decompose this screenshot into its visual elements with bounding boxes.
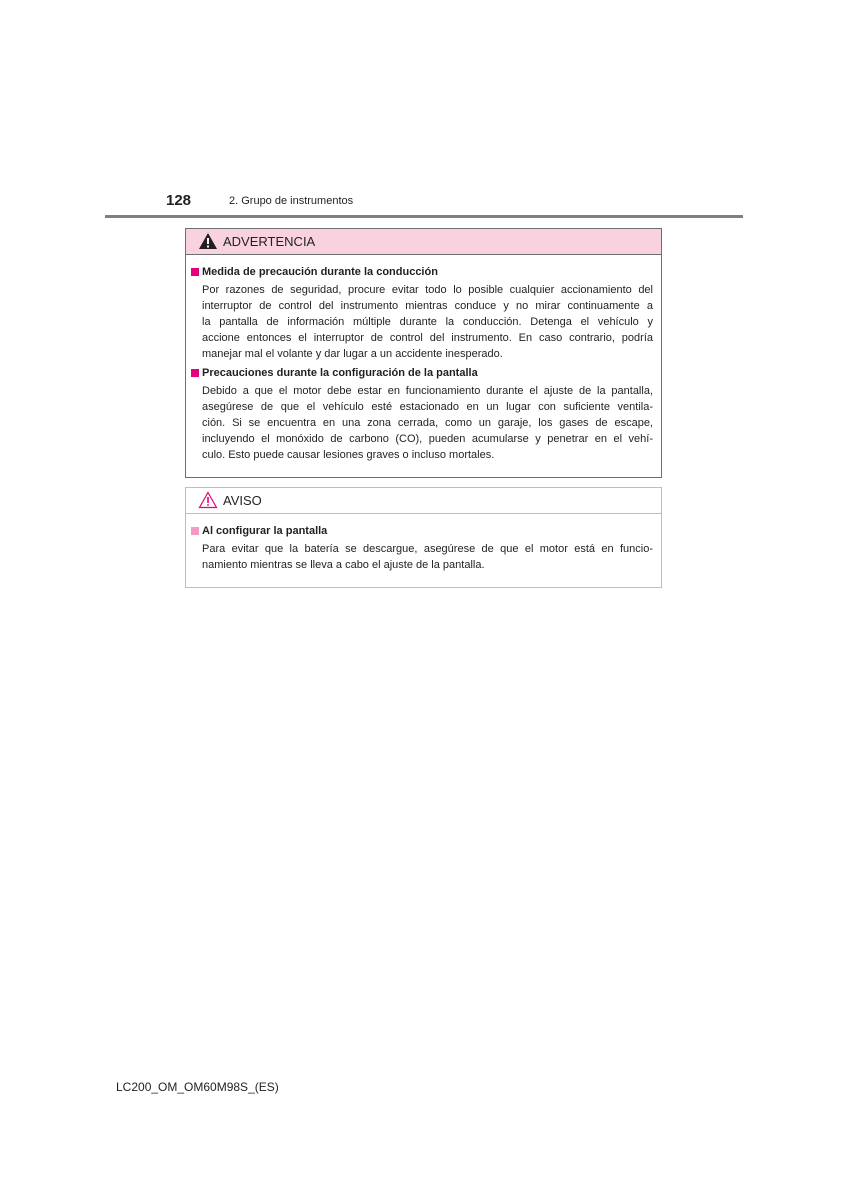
warning-item-body — [202, 282, 653, 362]
warning-box — [185, 228, 662, 478]
notice-label: AVISO — [223, 493, 262, 508]
document-code: LC200_OM_OM60M98S_(ES) — [116, 1080, 279, 1094]
warning-box-header — [186, 229, 661, 255]
warning-item-driving — [190, 264, 656, 362]
notice-item-body — [202, 541, 653, 573]
body-line: Debido a que el motor debe estar en funcionamiento durante el ajuste de la pantalla, — [202, 385, 653, 397]
body-line: accione entonces el interruptor de control del instrumento. En caso contrario, podría — [202, 332, 653, 344]
warning-item-title — [190, 264, 656, 280]
warning-item-title-text: Medida de precaución durante la conducción — [202, 266, 438, 278]
warning-item-title — [190, 365, 656, 381]
body-line: ción. Si se encuentra en una zona cerrada, como un garaje, los gases de escape, — [202, 417, 653, 429]
warning-item-body — [202, 383, 653, 463]
body-line: la pantalla de información múltiple durante la conducción. Detenga el vehículo y — [202, 316, 653, 328]
page-number: 128 — [166, 192, 192, 209]
page-header — [105, 186, 743, 218]
body-line: interruptor de control del instrumento mientras conduce y no mirar continuamente a — [202, 300, 653, 312]
caution-triangle-icon — [198, 491, 218, 509]
notice-item-display-setup — [190, 523, 656, 573]
body-line: culo. Esto puede causar lesiones graves o incluso mortales. — [202, 449, 495, 461]
notice-box-header — [186, 488, 661, 514]
notice-item-title — [190, 523, 656, 539]
body-line: Para evitar que la batería se descargue, asegúrese de que el motor está en funcio- — [202, 543, 653, 555]
warning-item-title-text: Precauciones durante la configuración de la pantalla — [202, 367, 478, 379]
header-rule — [105, 215, 743, 218]
square-bullet-icon — [191, 527, 199, 535]
warning-triangle-icon — [198, 232, 218, 250]
body-line: asegúrese de que el vehículo esté estacionado en un lugar con suficiente ventila- — [202, 401, 653, 413]
warning-label: ADVERTENCIA — [223, 234, 316, 249]
notice-box — [185, 487, 662, 588]
square-bullet-icon — [191, 369, 199, 377]
body-line: Por razones de seguridad, procure evitar todo lo posible cualquier accionamiento del — [202, 284, 653, 296]
section-title: 2. Grupo de instrumentos — [229, 195, 354, 207]
square-bullet-icon — [191, 268, 199, 276]
warning-item-display-setup — [190, 365, 656, 463]
body-line: manejar mal el volante y dar lugar a un accidente inesperado. — [202, 348, 503, 360]
body-line: namiento mientras se lleva a cabo el ajuste de la pantalla. — [202, 559, 485, 571]
notice-item-title-text: Al configurar la pantalla — [202, 525, 328, 537]
body-line: incluyendo el monóxido de carbono (CO), pueden acumularse y penetrar en el vehí- — [202, 433, 653, 445]
